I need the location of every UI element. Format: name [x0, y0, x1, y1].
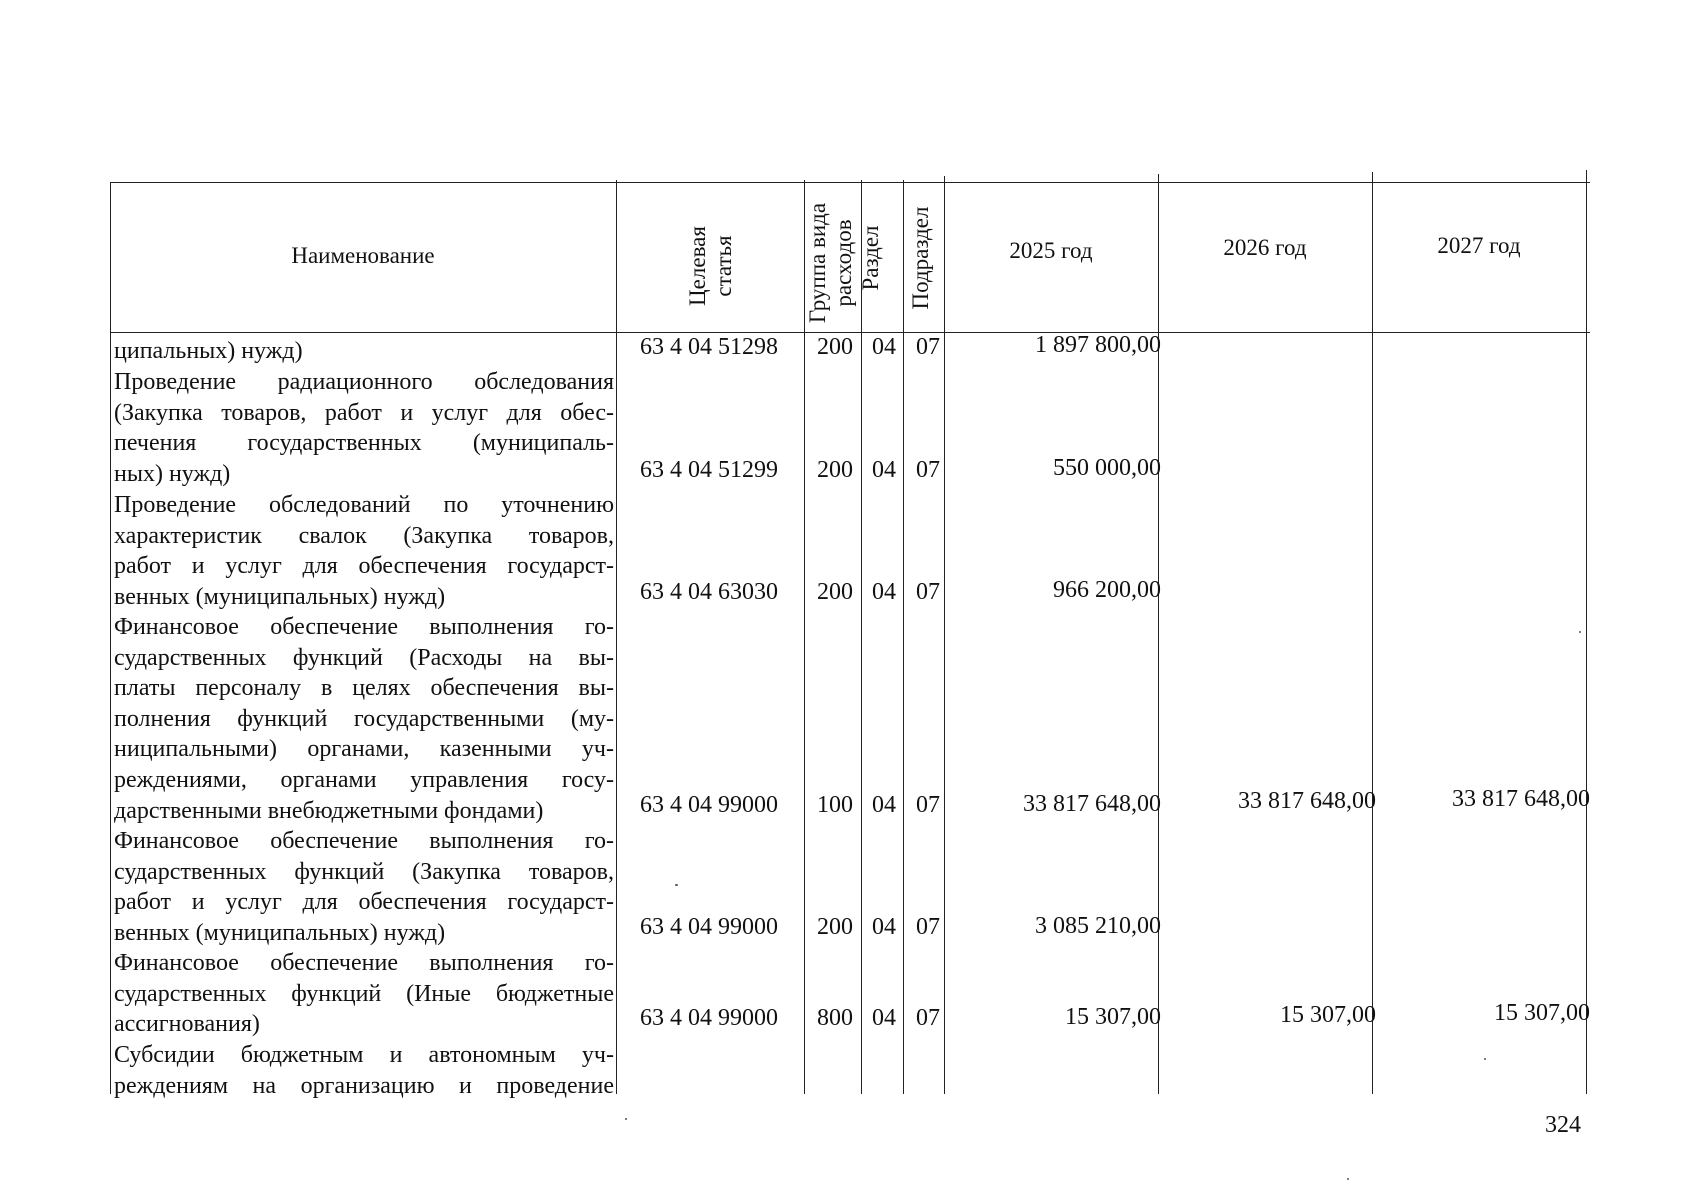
- row-5-group: 800: [817, 1005, 853, 1031]
- row-4-section: 04: [872, 914, 896, 940]
- row-3-2025: 33 817 648,00: [1023, 791, 1161, 817]
- row-2-name-line-3: венных (муниципальных) нужд): [114, 583, 446, 610]
- row-1-code: 63 4 04 51299: [640, 457, 778, 483]
- header-target-article: [685, 191, 737, 341]
- row-4-group: 200: [817, 914, 853, 940]
- row-5-subsection: 07: [916, 1005, 940, 1031]
- row-5-code: 63 4 04 99000: [640, 1005, 778, 1031]
- row-3-name: [114, 612, 614, 826]
- row-3-subsection: 07: [916, 792, 940, 818]
- header-2026: 2026 год: [1223, 235, 1307, 260]
- col-line-7: [1372, 172, 1373, 1094]
- row-5-2027: 15 307,00: [1494, 1000, 1590, 1026]
- row-2-code: 63 4 04 63030: [640, 579, 778, 605]
- row-2-name-line-1: характеристик свалок (Закупка товаров,: [114, 522, 614, 549]
- row-3-2027: 33 817 648,00: [1452, 786, 1590, 812]
- header-group-line1: Группа вида: [805, 202, 830, 324]
- scan-speck: [1579, 631, 1581, 633]
- row-0-name: [114, 336, 614, 367]
- row-4-name-line-1: сударственных функций (Закупка товаров,: [114, 858, 614, 885]
- row-0-section: 04: [872, 334, 896, 360]
- row-3-name-line-0: Финансовое обеспечение выполнения го-: [114, 614, 614, 640]
- row-4-code: 63 4 04 99000: [640, 914, 778, 940]
- row-3-name-line-4: ниципальными) органами, казенными уч-: [114, 736, 614, 763]
- row-5-2026: 15 307,00: [1280, 1002, 1376, 1028]
- row-3-name-line-3: полнения функций государственными (му-: [114, 705, 614, 732]
- row-1-subsection: 07: [916, 457, 940, 483]
- row-3-code: 63 4 04 99000: [640, 792, 778, 818]
- row-5-name-line-1: сударственных функций (Иные бюджетные: [114, 980, 614, 1007]
- row-4-name-line-3: венных (муниципальных) нужд): [114, 919, 446, 946]
- row-0-group: 200: [817, 334, 853, 360]
- header-target-line2: статья: [710, 235, 736, 297]
- row-3-name-line-5: реждениями, органами управления госу-: [114, 766, 614, 793]
- scan-speck: [1484, 1058, 1486, 1060]
- header-subsection: Подраздел: [908, 206, 933, 310]
- row-1-name-line-1: (Закупка товаров, работ и услуг для обес-: [114, 399, 614, 426]
- col-line-0: [110, 182, 111, 1094]
- header-2027: 2027 год: [1437, 233, 1521, 258]
- row-3-group: 100: [817, 792, 853, 818]
- row-1-name-line-0: Проведение радиационного обследования: [114, 369, 614, 395]
- row-1-name-line-3: ных) нужд): [114, 460, 231, 487]
- header-group-line2: расходов: [830, 219, 856, 307]
- col-line-3: [861, 180, 862, 1094]
- col-line-4: [903, 180, 904, 1094]
- header-section: Раздел: [858, 225, 883, 291]
- row-4-subsection: 07: [916, 914, 940, 940]
- row-0-2025: 1 897 800,00: [1035, 332, 1161, 358]
- row-2-subsection: 07: [916, 579, 940, 605]
- row-3-section: 04: [872, 792, 896, 818]
- row-2-section: 04: [872, 579, 896, 605]
- col-line-8: [1586, 170, 1587, 1094]
- row-3-name-line-6: дарственными внебюджетными фондами): [114, 797, 544, 824]
- scan-speck: [1347, 1178, 1349, 1180]
- row-1-name: [114, 367, 614, 489]
- row-6-name-line-0: Субсидии бюджетным и автономным уч-: [114, 1042, 614, 1068]
- row-2-2025: 966 200,00: [1053, 577, 1161, 603]
- row-0-subsection: 07: [916, 334, 940, 360]
- row-2-name-line-2: работ и услуг для обеспечения государст-: [114, 553, 614, 580]
- row-1-name-line-2: печения государственных (муниципаль-: [114, 430, 614, 457]
- row-5-name-line-0: Финансовое обеспечение выполнения го-: [114, 950, 614, 976]
- header-2025: 2025 год: [1009, 238, 1093, 263]
- col-line-5: [944, 176, 945, 1094]
- col-line-6: [1158, 174, 1159, 1094]
- row-2-name-line-0: Проведение обследований по уточнению: [114, 492, 614, 518]
- row-5-2025: 15 307,00: [1065, 1004, 1161, 1030]
- header-expense-group: [805, 188, 859, 338]
- scan-speck: [625, 1118, 627, 1120]
- row-5-name: [114, 948, 614, 1040]
- row-2-name: [114, 490, 614, 612]
- row-3-2026: 33 817 648,00: [1238, 788, 1376, 814]
- page-number: 324: [1545, 1112, 1581, 1138]
- row-4-name-line-0: Финансовое обеспечение выполнения го-: [114, 828, 614, 854]
- row-1-section: 04: [872, 457, 896, 483]
- scan-speck: [675, 884, 678, 886]
- row-3-name-line-2: платы персоналу в целях обеспечения вы-: [114, 675, 614, 702]
- header-target-line1: Целевая: [685, 226, 710, 306]
- row-1-group: 200: [817, 457, 853, 483]
- col-line-1: [616, 180, 617, 1094]
- row-0-code: 63 4 04 51298: [640, 334, 778, 360]
- row-0-name-line-0: ципальных) нужд): [114, 338, 303, 364]
- table-top-border: [110, 182, 1590, 183]
- row-2-group: 200: [817, 579, 853, 605]
- row-1-2025: 550 000,00: [1053, 455, 1161, 481]
- row-4-2025: 3 085 210,00: [1035, 913, 1161, 939]
- row-6-name-line-1: реждениям на организацию и проведение: [114, 1072, 614, 1099]
- row-5-section: 04: [872, 1005, 896, 1031]
- row-6-name: [114, 1040, 614, 1101]
- header-name: Наименование: [291, 243, 435, 268]
- row-3-name-line-1: сударственных функций (Расходы на вы-: [114, 644, 614, 671]
- row-5-name-line-2: ассигнования): [114, 1011, 260, 1038]
- row-4-name-line-2: работ и услуг для обеспечения государст-: [114, 889, 614, 916]
- row-4-name: [114, 826, 614, 948]
